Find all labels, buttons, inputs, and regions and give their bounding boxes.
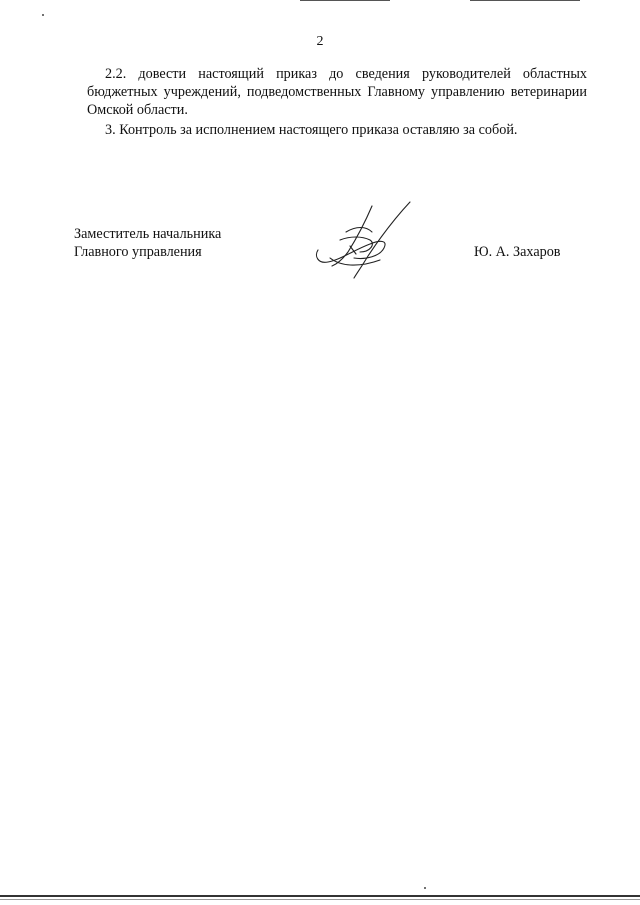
signer-title-line1: Заместитель начальника (74, 226, 222, 242)
bottom-border-line-secondary (0, 899, 640, 900)
scan-edge-line (470, 0, 580, 1)
document-body (87, 65, 587, 139)
signer-name: Ю. А. Захаров (474, 244, 561, 260)
page-number: 2 (316, 34, 324, 49)
paragraph-3: 3. Контроль за исполнением настоящего приказа оставляю за собой. (105, 122, 518, 138)
paragraph-2-2: 2.2. довести настоящий приказ до сведения руководителей областных бюджетных учреждений, подведомственных Главному управлению ветеринарии Омской области. (87, 66, 587, 118)
scan-speck (424, 887, 426, 889)
signer-title (74, 225, 221, 261)
bottom-border-line (0, 895, 640, 897)
handwritten-signature (310, 196, 420, 280)
signer-title-line2: Главного управления (74, 244, 202, 260)
scan-edge-line (300, 0, 390, 1)
scan-speck (42, 14, 44, 16)
